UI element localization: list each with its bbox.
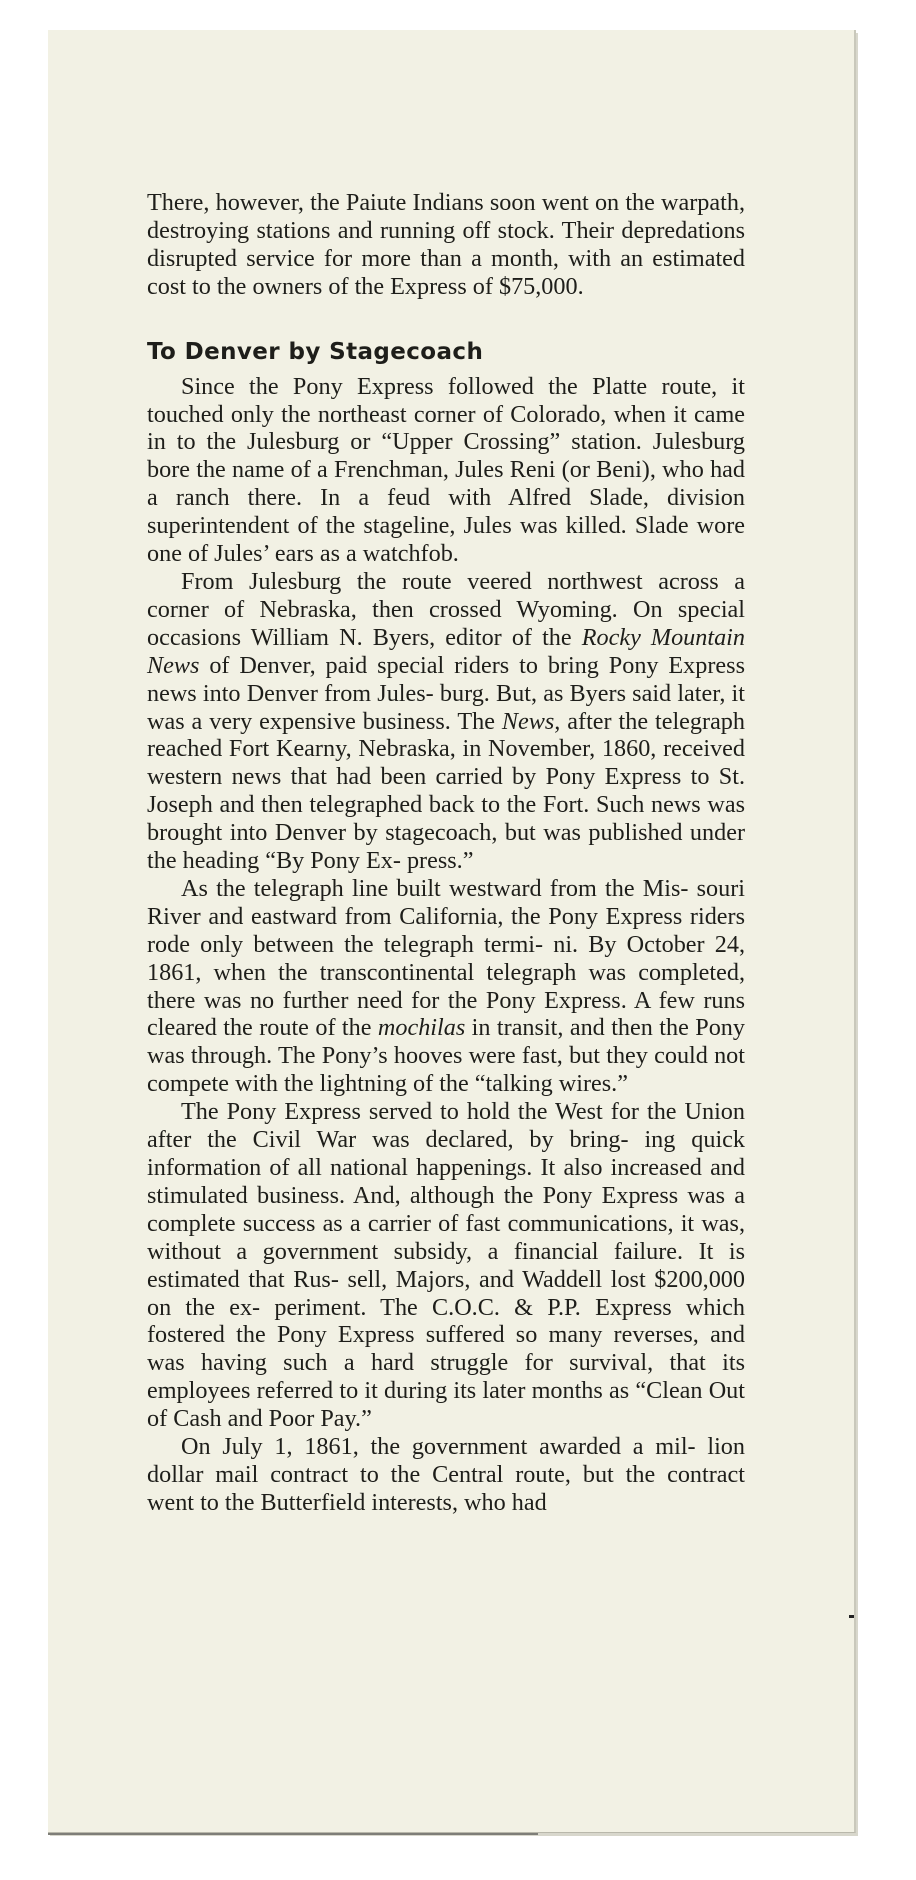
text-column (147, 189, 745, 1517)
paragraph-byers-text-2: of Denver, paid special riders to bring Pony Express news into Denver from Jules- burg. But, as Byers said later, it was a very expensive business. The (147, 651, 745, 735)
paragraph-telegraph-text-1: As the telegraph line built westward from the Mis- souri River and eastward from California, the Pony Express riders rode only between the telegraph termi- ni. By October 24, 1861, when the transcontinental telegraph was completed, there was no further need for the Pony Express. A few runs cleared the route of the (147, 874, 745, 1042)
newspaper-short-title: News, (501, 707, 561, 735)
edge-mark (849, 1615, 854, 1618)
paragraph-contract: On July 1, 1861, the government awarded a mil- lion dollar mail contract to the Central route, but the contract went to the Butterfield interests, who had (147, 1433, 745, 1516)
paragraph-byers (147, 568, 745, 875)
newspaper-title: Rocky Mountain News (147, 623, 745, 679)
paragraph-telegraph (147, 875, 745, 1098)
page-edge-line (48, 1833, 538, 1835)
paragraph-paiute: There, however, the Paiute Indians soon went on the warpath, destroying stations and running off stock. Their depredations disrupted service for more than a month, with an estimated cost to the owners of the Express of $75,000. (147, 189, 745, 300)
paragraph-union: The Pony Express served to hold the West for the Union after the Civil War was declared, by bring- ing quick information of all national happenings. It also increased and stimulated business. And, although the Pony Express was a complete success as a carrier of fast communications, it was, without a government subsidy, a financial failure. It is estimated that Rus- sell, Majors, and Waddell lost $200,000 on the ex- periment. The C.O.C. & P.P. Express which fostered the Pony Express suffered so many reverses, and was having such a hard struggle for survival, that its employees referred to it during its later months as “Clean Out of Cash and Poor Pay.” (147, 1098, 745, 1433)
paragraph-byers-text-1: From Julesburg the route veered northwest across a corner of Nebraska, then crossed Wyoming. On special occasions William N. Byers, editor of the (147, 567, 745, 651)
paragraph-julesburg: Since the Pony Express followed the Platte route, it touched only the northeast corner of Colorado, when it came in to the Julesburg or “Upper Crossing” station. Julesburg bore the name of a Frenchman, Jules Reni (or Beni), who had a ranch there. In a feud with Alfred Slade, division superintendent of the stageline, Jules was killed. Slade wore one of Jules’ ears as a watchfob. (147, 372, 745, 568)
paragraph-byers-text-3: after the telegraph reached Fort Kearny, Nebraska, in November, 1860, received western news that had been carried by Pony Express to St. Joseph and then telegraphed back to the Fort. Such news was brought into Denver by stagecoach, but was published under the heading “By Pony Ex- press.” (147, 707, 745, 875)
mochilas-term: mochilas (377, 1014, 466, 1042)
paragraph-telegraph-text-2: in transit, and then the Pony was through. The Pony’s hooves were fast, but they could not compete with the lightning of the “talking wires.” (147, 1014, 745, 1098)
section-heading: To Denver by Stagecoach (147, 338, 484, 365)
